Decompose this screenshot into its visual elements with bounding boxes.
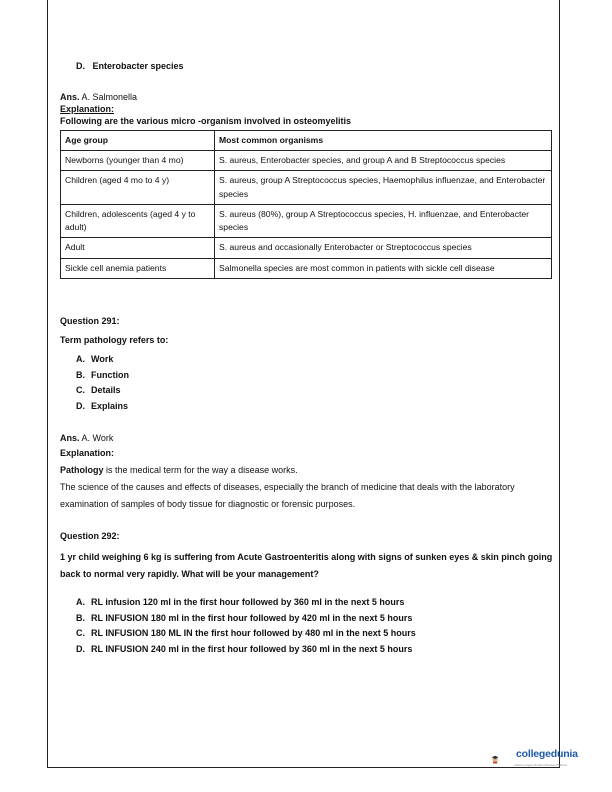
option-a: [76, 352, 555, 368]
option-b: [76, 368, 555, 384]
option-text: Work: [91, 354, 114, 365]
option-text: RL INFUSION 180 ML IN the first hour followed by 480 ml in the next 5 hours: [91, 628, 416, 639]
explanation-line: [60, 462, 555, 479]
question-291-options: [60, 352, 555, 414]
option-letter: C.: [76, 628, 85, 639]
explanation-line: The science of the causes and effects of diseases, especially the branch of medicine that deals with the laboratory examination of samples of body tissue for diagnostic or forensic purposes.: [60, 481, 515, 509]
explanation-291: [60, 462, 555, 513]
term-pathology: Pathology: [60, 464, 104, 475]
option-letter: B.: [76, 369, 85, 380]
explanation-label: Explanation:: [60, 104, 115, 115]
table-header-row: [61, 130, 552, 150]
option-b: [76, 611, 555, 627]
option-letter: A.: [76, 354, 85, 365]
option-a: [76, 595, 555, 611]
col-header-age-group: Age group: [61, 130, 215, 150]
question-292-stem: 1 yr child weighing 6 kg is suffering from Acute Gastroenteritis along with signs of sunken eyes & skin pinch going back to normal very rapidly. What will be your management?: [60, 552, 553, 580]
question-291-stem: Term pathology refers to:: [60, 335, 169, 346]
col-header-organisms: Most common organisms: [215, 130, 552, 150]
answer-291: [60, 432, 555, 444]
logo-tagline: India's Largest Student Review Platform: [514, 763, 568, 767]
cell-age-group: Children (aged 4 mo to 4 y): [61, 171, 215, 205]
explanation-label: Explanation:: [60, 448, 115, 459]
table-row: [61, 150, 552, 170]
ans-text: A. Salmonella: [81, 92, 138, 103]
option-c: [76, 626, 555, 642]
organism-table: [60, 130, 552, 280]
cell-age-group: Children, adolescents (aged 4 y to adult): [61, 204, 215, 238]
option-c: [76, 383, 555, 399]
ans-text: A. Work: [81, 433, 114, 444]
question-291-title: Question 291:: [60, 316, 120, 327]
table-row: [61, 258, 552, 278]
option-d: [76, 642, 555, 658]
document-content: [60, 60, 555, 657]
graduate-mascot-icon: [491, 746, 515, 772]
option-text: Enterobacter species: [92, 61, 184, 71]
option-letter: A.: [76, 597, 85, 608]
option-letter: D.: [76, 400, 85, 411]
option-text: Explains: [91, 400, 129, 411]
option-text: RL INFUSION 180 ml in the first hour followed by 420 ml in the next 5 hours: [91, 612, 413, 623]
question-292-title: Question 292:: [60, 530, 120, 541]
answer-1: [60, 91, 555, 103]
logo-wordmark: collegedunia: [516, 748, 578, 760]
option-letter: B.: [76, 612, 85, 623]
ans-label: Ans.: [60, 92, 80, 103]
option-text: Function: [91, 369, 129, 380]
table-row: [61, 238, 552, 258]
table-row: [61, 204, 552, 238]
cell-organisms: S. aureus, Enterobacter species, and group A and B Streptococcus species: [215, 150, 552, 170]
option-text: RL infusion 120 ml in the first hour followed by 360 ml in the next 5 hours: [91, 597, 405, 608]
option-letter: C.: [76, 385, 85, 396]
cell-organisms: Salmonella species are most common in patients with sickle cell disease: [215, 258, 552, 278]
option-letter: D.: [76, 643, 85, 654]
table-row: [61, 171, 552, 205]
option-letter: D.: [76, 61, 85, 71]
cell-organisms: S. aureus and occasionally Enterobacter or Streptococcus species: [215, 238, 552, 258]
table-intro: Following are the various micro -organism involved in osteomyelitis: [60, 116, 352, 127]
cell-age-group: Adult: [61, 238, 215, 258]
ans-label: Ans.: [60, 433, 80, 444]
cell-organisms: S. aureus, group A Streptococcus species, Haemophilus influenzae, and Enterobacter species: [215, 171, 552, 205]
prev-option-d: [76, 60, 555, 72]
option-d: [76, 399, 555, 415]
explanation-text: is the medical term for the way a disease works.: [103, 464, 298, 475]
option-text: RL INFUSION 240 ml in the first hour followed by 360 ml in the next 5 hours: [91, 643, 413, 654]
cell-age-group: Newborns (younger than 4 mo): [61, 150, 215, 170]
question-292-options: [60, 595, 555, 657]
cell-organisms: S. aureus (80%), group A Streptococcus species, H. influenzae, and Enterobacter species: [215, 204, 552, 238]
option-text: Details: [91, 385, 121, 396]
cell-age-group: Sickle cell anemia patients: [61, 258, 215, 278]
